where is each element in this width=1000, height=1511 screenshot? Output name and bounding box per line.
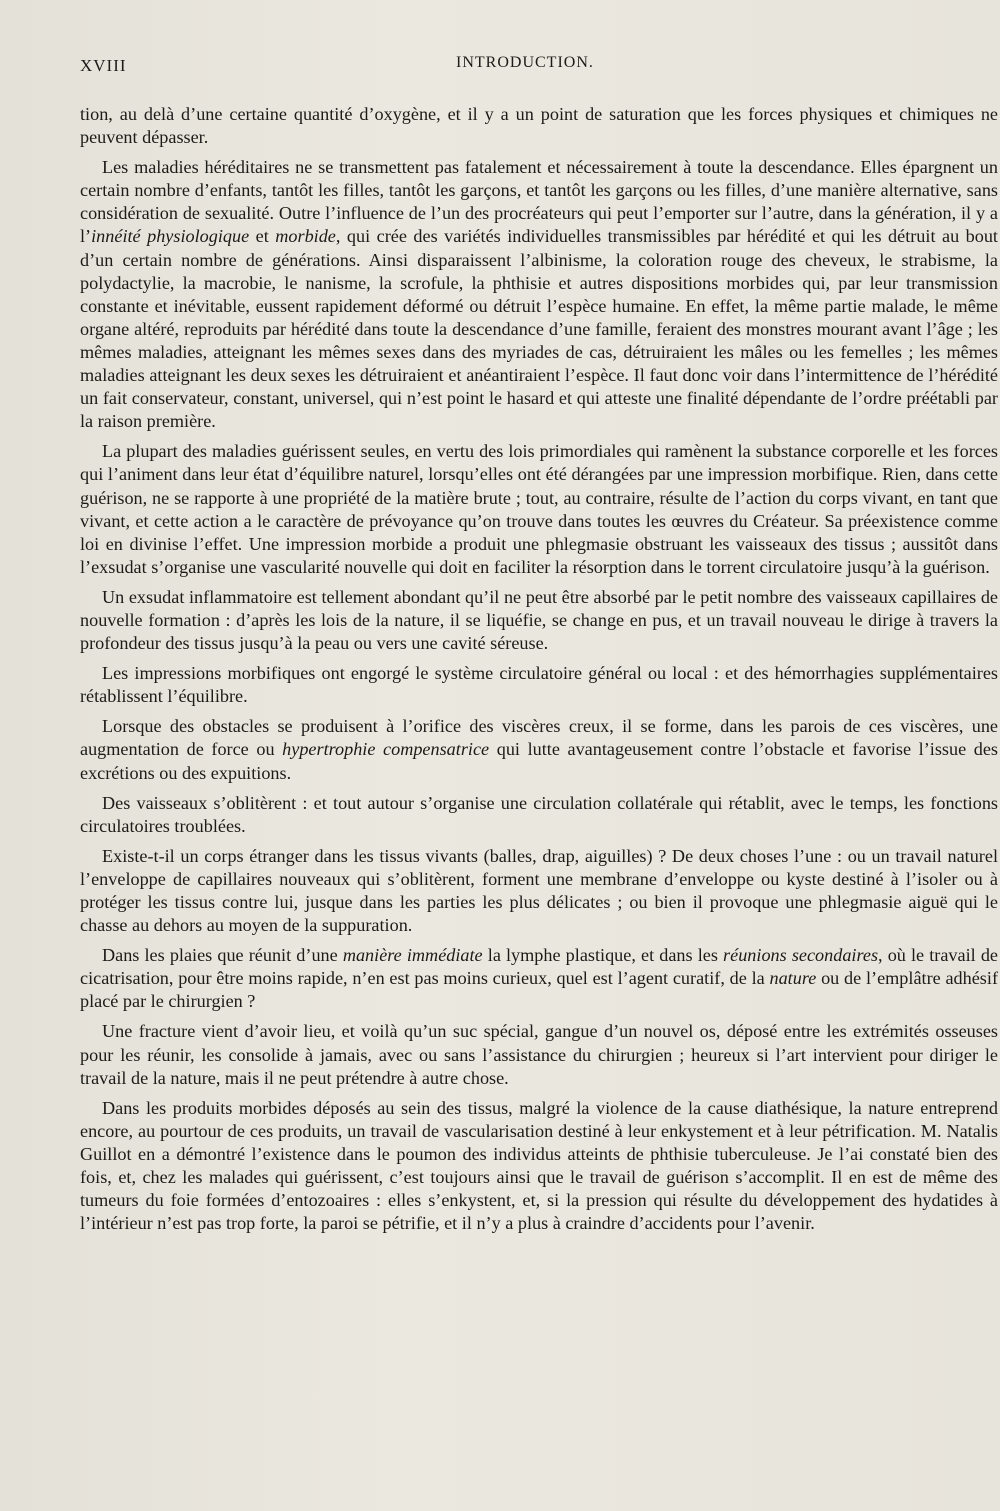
paragraph-hemorrhages: Les impressions morbifiques ont engorgé le système circulatoire général ou local : et des hémorrhagies supplémentaires rétablissent l’équilibre. [80,663,998,707]
paragraph-continuation: tion, au delà d’une certaine quantité d’oxygène, et il y a un point de saturation que les forces physiques et chimiques ne peuvent dépasser. [80,104,998,148]
page-number: XVIII [80,56,127,75]
body-text [80,103,998,1242]
paragraph-fracture: Une fracture vient d’avoir lieu, et voilà qu’un suc spécial, gangue d’un nouvel os, déposé entre les extrémités osseuses pour les réunir, les consolide à jamais, avec ou sans l’assistance du chirurgien ; heureux si l’art intervient pour diriger le travail de la nature, mais il ne peut prétendre à autre chose. [80,1021,998,1088]
running-title: INTRODUCTION. [456,54,594,71]
paragraph-morbid-products: Dans les produits morbides déposés au sein des tissus, malgré la violence de la cause diathésique, la nature entreprend encore, au pourtour de ces produits, un travail de vascularisation destiné à leur enkystement et à leur pétrification. M. Natalis Guillot en a démontré l’existence dans le poumon des individus atteints de phthisie tuberculeuse. Je l’ai constaté bien des fois, et, chez les malades qui guérissent, c’est toujours ainsi que le travail de guérison s’accomplit. Il en est de même des tumeurs du foie formées d’entozoaires : elles s’enkystent, et, si la pression qui résulte du développement des hydatides à l’intérieur n’est pas trop forte, la paroi se pétrifie, et il n’y a plus à craindre d’accidents pour l’avenir. [80,1097,998,1234]
page-header [80,56,980,82]
paragraph-healing: La plupart des maladies guérissent seules, en vertu des lois primordiales qui ramènent la substance corporelle et les forces qui l’animent dans leur état d’équilibre naturel, lorsqu’elles ont été dérangées par une impression morbifique. Rien, dans cette guérison, ne se rapporte à une propriété de la matière brute ; tout, au contraire, résulte de l’action du corps vivant, en tant que vivant, et cette action a le caractère de prévoyance qu’on trouve dans toutes les œuvres du Créateur. Sa préexistence comme loi en divinise l’effet. Une impression morbide a produit une phlegmasie obstruant les vaisseaux des tissus ; aussitôt dans l’exsudat s’organise une vascularité nouvelle qui doit en faciliter la résorption dans le torrent circulatoire jusqu’à la guérison. [80,441,998,577]
paragraph-foreign-body: Existe-t-il un corps étranger dans les tissus vivants (balles, drap, aiguilles) ? De deux choses l’une : ou un travail naturel l’enveloppe de capillaires nouveaux qui s’oblitèrent, forment une membrane d’enveloppe ou kyste destiné à l’isoler ou à protéger les tissus contre lui, jusque dans les parties les plus délicates ; ou bien il provoque une phlegmasie aiguë qui le chasse au dehors au moyen de la suppuration. [80,845,998,936]
paragraph-hypertrophy: Lorsque des obstacles se produisent à l’orifice des viscères creux, il se forme, dans les parois de ces viscères, une augmentation de force ou hypertrophie compensatrice qui lutte avantageusement contre l’obstacle et favorise l’issue des excrétions ou des expuitions. [80,716,998,783]
paragraph-exsudat: Un exsudat inflammatoire est tellement abondant qu’il ne peut être absorbé par le petit nombre des vaisseaux capillaires de nouvelle formation : d’après les lois de la nature, il se liquéfie, se change en pus, et un travail nouveau le dirige à travers la profondeur des tissus jusqu’à la peau ou vers une cavité séreuse. [80,586,998,654]
paragraph-wounds: Dans les plaies que réunit d’une manière immédiate la lymphe plastique, et dans les réunions secondaires, où le travail de cicatrisation, pour être moins rapide, n’en est pas moins curieux, quel est l’agent curatif, de la nature ou de l’emplâtre adhésif placé par le chirurgien ? [80,945,998,1012]
paragraph-circulation: Des vaisseaux s’oblitèrent : et tout autour s’organise une circulation collatérale qui rétablit, avec le temps, les fonctions circulatoires troublées. [80,792,998,836]
paragraph-heredity: Les maladies héréditaires ne se transmettent pas fatalement et nécessairement à toute la descendance. Elles épargnent un certain nombre d’enfants, tantôt les filles, tantôt les garçons, et tantôt les garçons ou les filles, d’une manière alternative, sans considération de sexualité. Outre l’influence de l’un des procréateurs qui peut l’emporter sur l’autre, dans la génération, il y a l’innéité physiologique et morbide, qui crée des variétés individuelles transmissibles par hérédité et qui les détruit au bout d’un certain nombre de générations. Ainsi disparaissent l’albinisme, la coloration rouge des cheveux, le strabisme, la polydactylie, la macrobie, le nanisme, la scrofule, la phthisie et autres dispositions morbides qui, par leur transmission constante et inévitable, eussent rapidement déformé ou détruit l’espèce humaine. En effet, la même partie malade, le même organe altéré, reproduits par hérédité dans toute la descendance d’une famille, feraient des monstres mourant avant l’âge ; les mêmes maladies, atteignant les mêmes sexes dans des myriades de cas, détruiraient les mâles ou les femelles ; les mêmes maladies atteignant les deux sexes les détruiraient et anéantiraient l’espèce. Il faut donc voir dans l’intermittence de l’hérédité un fait conservateur, constant, universel, qui n’est point le hasard et qui atteste une finalité dépendante de l’ordre préétabli par la raison première. [80,157,998,432]
